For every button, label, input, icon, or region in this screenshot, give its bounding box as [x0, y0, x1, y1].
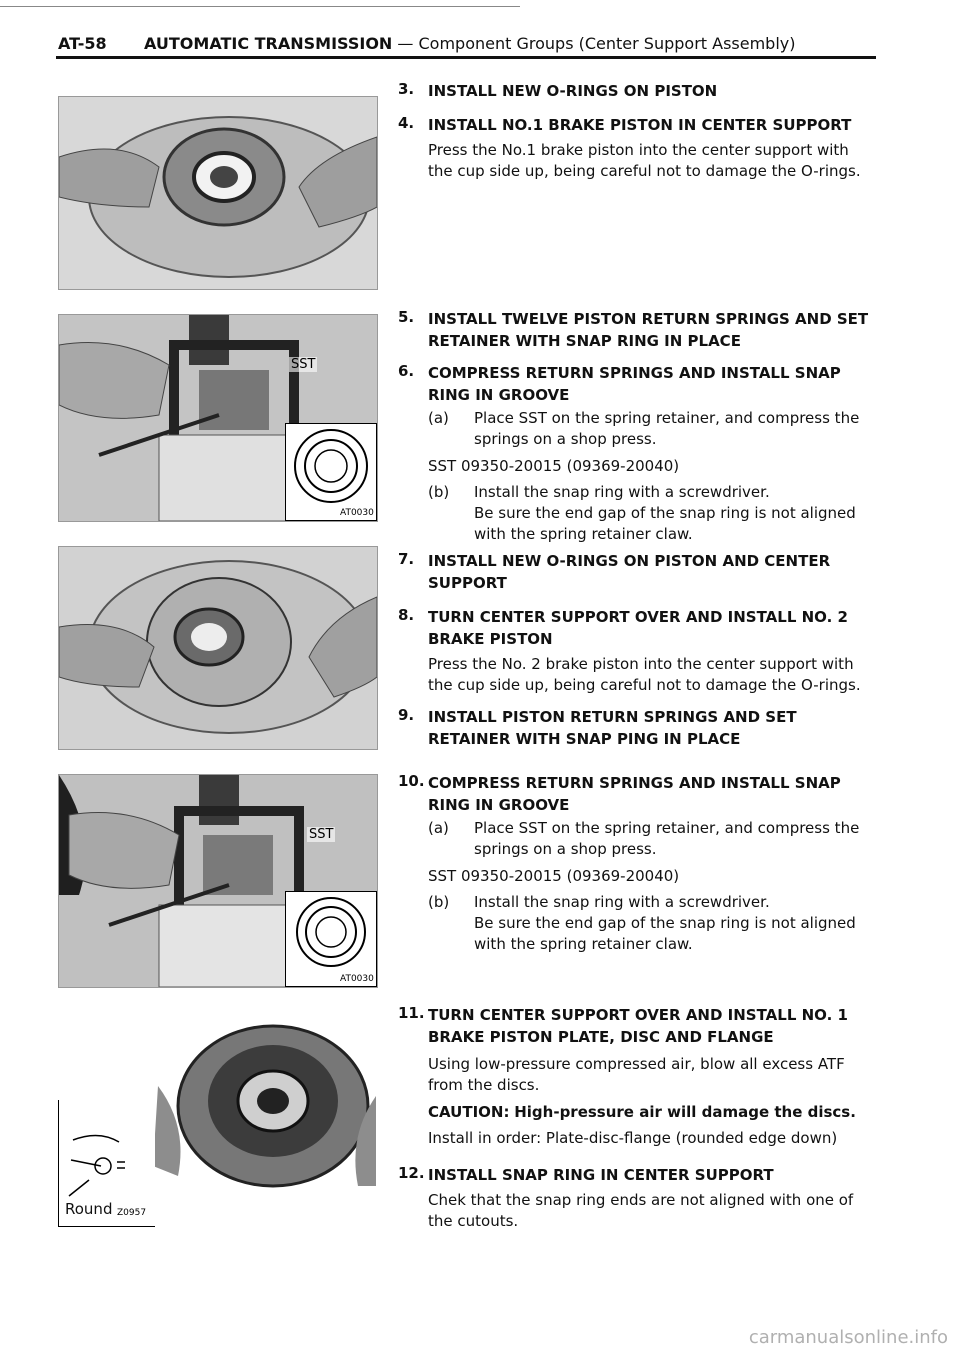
rounded-edge-inset	[58, 1100, 155, 1227]
substep-text-block	[474, 892, 878, 955]
step-text: Press the No.1 brake piston into the center support with the cup side up, being careful not to damage the O-rings.	[428, 141, 861, 180]
substep-label: (a)	[428, 819, 449, 837]
substep-note: Be sure the end gap of the snap ring is not aligned with the spring retainer claw.	[474, 914, 856, 953]
section-subtitle: — Component Groups (Center Support Assembly)	[392, 34, 796, 53]
step-heading: INSTALL NEW O-RINGS ON PISTON AND CENTER SUPPORT	[428, 552, 831, 592]
step-number: 10.	[398, 772, 425, 790]
step-number: 12.	[398, 1164, 425, 1182]
step-text: Press the No. 2 brake piston into the center support with the cup side up, being careful not to damage the O-rings.	[428, 655, 861, 694]
piston-photo-2	[59, 547, 377, 749]
caution-label: CAUTION:	[428, 1103, 510, 1121]
substep-note: Be sure the end gap of the snap ring is not aligned with the spring retainer claw.	[474, 504, 856, 543]
caution-note	[428, 1102, 878, 1123]
rounded-edge-diagram	[59, 1100, 155, 1200]
figure-compress-springs-2	[58, 774, 378, 988]
caution-text: High-pressure air will damage the discs.	[514, 1103, 856, 1121]
step-heading: INSTALL NEW O-RINGS ON PISTON	[428, 82, 718, 100]
sst-number: SST 09350-20015 (09369-20040)	[428, 457, 680, 475]
figure-code: AT0030	[340, 974, 374, 984]
figure-install-no2-piston	[58, 546, 378, 750]
step-number: 9.	[398, 706, 415, 724]
step-number: 4.	[398, 114, 415, 132]
step-number: 3.	[398, 80, 415, 98]
step-heading: INSTALL NO.1 BRAKE PISTON IN CENTER SUPPORT	[428, 116, 852, 134]
page-title	[144, 34, 795, 53]
figure-compress-springs-1	[58, 314, 378, 522]
sst-label: SST	[291, 357, 316, 372]
substep-label: (b)	[428, 483, 450, 501]
step-text: Chek that the snap ring ends are not aligned with one of the cutouts.	[428, 1191, 854, 1230]
snap-ring-diagram	[286, 424, 376, 520]
step-heading: COMPRESS RETURN SPRINGS AND INSTALL SNAP RING IN GROOVE	[428, 774, 841, 814]
substep-label: (b)	[428, 893, 450, 911]
page-header	[58, 32, 876, 56]
step-heading: INSTALL SNAP RING IN CENTER SUPPORT	[428, 1166, 774, 1184]
piston-photo	[59, 97, 377, 289]
round-label: Round	[65, 1200, 113, 1218]
substep-text: Install the snap ring with a screwdriver.	[474, 893, 770, 911]
step-number: 5.	[398, 308, 415, 326]
step-text: Using low-pressure compressed air, blow all excess ATF from the discs.	[428, 1055, 845, 1094]
snap-ring-inset	[285, 423, 377, 521]
substep-label: (a)	[428, 409, 449, 427]
section-title: AUTOMATIC TRANSMISSION	[144, 34, 393, 53]
figure-code: Z0957	[117, 1208, 147, 1218]
step-heading: TURN CENTER SUPPORT OVER AND INSTALL NO. 2 BRAKE PISTON	[428, 608, 848, 648]
sst-label: SST	[309, 827, 334, 842]
step-number: 7.	[398, 550, 415, 568]
top-edge-rule	[0, 6, 520, 7]
step-number: 8.	[398, 606, 415, 624]
step-heading: INSTALL TWELVE PISTON RETURN SPRINGS AND SET RETAINER WITH SNAP RING IN PLACE	[428, 310, 869, 350]
figure-install-no1-piston	[58, 96, 378, 290]
substep-text: Place SST on the spring retainer, and compress the springs on a shop press.	[474, 409, 860, 448]
snap-ring-inset	[285, 891, 377, 987]
step-heading: COMPRESS RETURN SPRINGS AND INSTALL SNAP RING IN GROOVE	[428, 364, 841, 404]
step-number: 11.	[398, 1004, 425, 1022]
substep-text: Place SST on the spring retainer, and compress the springs on a shop press.	[474, 819, 860, 858]
step-number: 6.	[398, 362, 415, 380]
install-order: Install in order: Plate-disc-flange (rounded edge down)	[428, 1129, 838, 1147]
header-rule	[56, 56, 876, 59]
step-heading: TURN CENTER SUPPORT OVER AND INSTALL NO. 1 BRAKE PISTON PLATE, DISC AND FLANGE	[428, 1006, 848, 1046]
sst-number: SST 09350-20015 (09369-20040)	[428, 867, 680, 885]
page-number: AT-58	[58, 34, 107, 53]
figure-code: AT0030	[340, 508, 374, 518]
snap-ring-diagram	[286, 892, 376, 986]
substep-text: Install the snap ring with a screwdriver.	[474, 483, 770, 501]
substep-text-block	[474, 482, 878, 545]
step-heading: INSTALL PISTON RETURN SPRINGS AND SET RETAINER WITH SNAP PING IN PLACE	[428, 708, 797, 748]
watermark: carmanualsonline.info	[748, 1327, 948, 1348]
figure-install-flange	[58, 1016, 376, 1230]
